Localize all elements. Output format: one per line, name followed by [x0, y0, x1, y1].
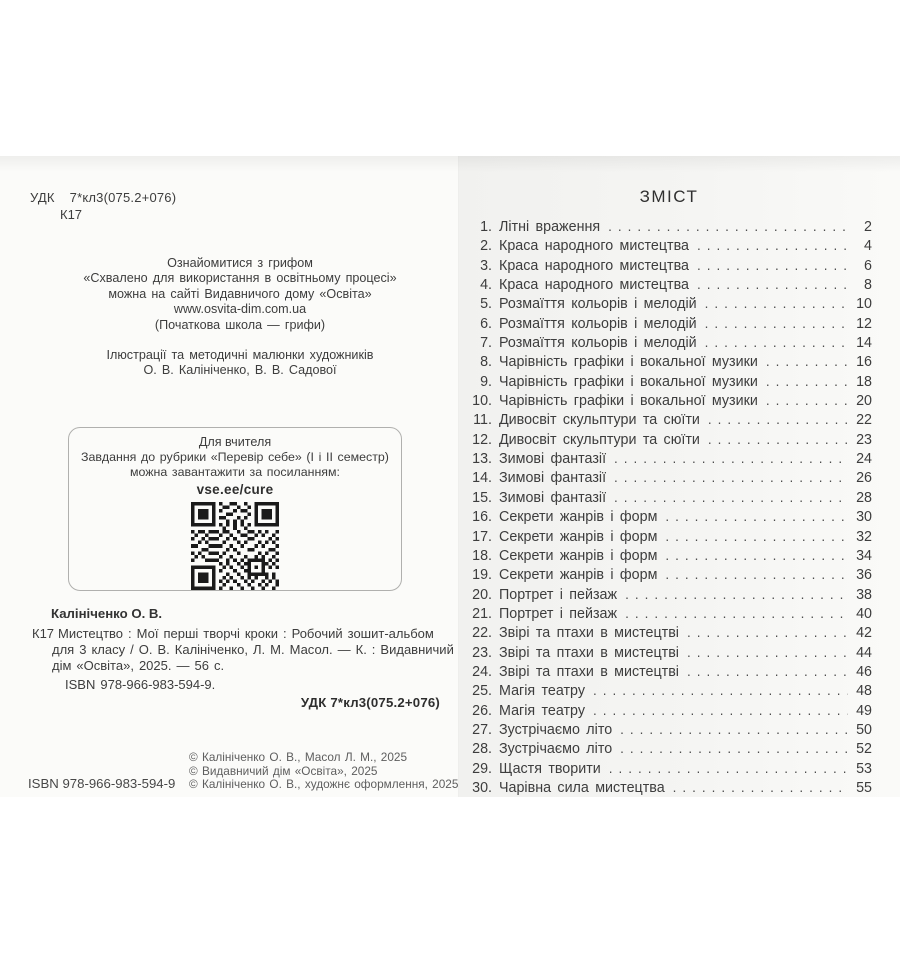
grif-note-line: www.osvita-dim.com.ua: [173, 302, 307, 317]
toc-entry-page: 28: [856, 489, 872, 506]
copyright-line: © Калініченко О. В., Масол Л. М., 2025: [189, 750, 408, 764]
toc-leader-dots: [687, 643, 848, 662]
toc-entry-title: Звірі та птахи в мистецтві: [499, 663, 679, 680]
toc-leader-dots: [608, 217, 848, 236]
toc-leader-dots: [697, 236, 848, 255]
toc-row: [466, 294, 872, 313]
toc-entry-number: 2.: [480, 238, 492, 255]
toc-entry-page: 16: [856, 354, 872, 371]
toc-entry-number: 5.: [480, 296, 492, 313]
download-link-text: vse.ee/cure: [196, 482, 274, 497]
toc-entry-number: 29.: [472, 760, 492, 777]
toc-entry-title: Чарівна сила мистецтва: [499, 779, 665, 796]
toc-row: [466, 701, 872, 720]
toc-entry-page: 50: [856, 721, 872, 738]
toc-row: [466, 604, 872, 623]
copyright-block: [189, 751, 458, 792]
toc-entry-page: 22: [856, 412, 872, 429]
toc-entry-number: 16.: [472, 509, 492, 526]
toc-entry-page: 23: [856, 431, 872, 448]
scanned-spread: [0, 156, 900, 797]
toc-row: [466, 217, 872, 236]
toc-leader-dots: [766, 352, 848, 371]
toc-entry-page: 46: [856, 663, 872, 680]
toc-entry-title: Магія театру: [499, 683, 585, 700]
toc-leader-dots: [625, 585, 848, 604]
toc-row: [466, 585, 872, 604]
toc-entry-page: 14: [856, 335, 872, 352]
toc-row: [466, 449, 872, 468]
toc-entry-title: Зустрічаємо літо: [499, 741, 613, 758]
toc-row: [466, 333, 872, 352]
toc-row: [466, 720, 872, 739]
toc-entry-number: 10.: [472, 393, 492, 410]
toc-row: [466, 430, 872, 449]
toc-leader-dots: [620, 739, 848, 758]
toc-entry-number: 25.: [472, 683, 492, 700]
toc-row: [466, 391, 872, 410]
toc-entry-page: 2: [864, 219, 872, 235]
toc-entry-title: Портрет і пейзаж: [499, 586, 618, 603]
toc-entry-number: 28.: [472, 741, 492, 758]
toc-entry-title: Зимові фантазії: [499, 489, 607, 506]
toc-entry-title: Звірі та птахи в мистецтві: [499, 644, 679, 661]
bib-description-line: Мистецтво : Мої перші творчі кроки : Робочий зошит-альбом: [58, 626, 434, 641]
toc-row: [466, 410, 872, 429]
toc-entry-title: Зимові фантазії: [499, 451, 607, 468]
toc-entry-title: Секрети жанрів і форм: [499, 567, 658, 584]
teacher-box-line: можна завантажити за посиланням:: [130, 464, 340, 479]
toc-entry-page: 48: [856, 683, 872, 700]
toc-leader-dots: [593, 701, 848, 720]
contents-title: ЗМІСТ: [639, 187, 699, 206]
toc-entry-title: Портрет і пейзаж: [499, 605, 618, 622]
toc-entry-title: Краса народного мистецтва: [499, 238, 689, 255]
toc-entry-title: Краса народного мистецтва: [499, 257, 689, 274]
toc-entry-page: 30: [856, 509, 872, 526]
toc-entry-number: 6.: [480, 315, 492, 332]
toc-entry-title: Дивосвіт скульптури та сюїти: [499, 412, 700, 429]
toc-row: [466, 681, 872, 700]
toc-entry-title: Секрети жанрів і форм: [499, 528, 658, 545]
toc-leader-dots: [614, 488, 848, 507]
toc-entry-title: Магія театру: [499, 702, 585, 719]
bib-author-code: К17: [32, 626, 55, 641]
grif-approval-note: [40, 256, 440, 333]
toc-row: [466, 778, 872, 797]
author-heading: Калініченко О. В.: [51, 606, 163, 621]
toc-entry-number: 18.: [472, 547, 492, 564]
toc-entry-number: 3.: [480, 257, 492, 274]
toc-row: [466, 468, 872, 487]
toc-row: [466, 527, 872, 546]
toc-entry-title: Секрети жанрів і форм: [499, 547, 658, 564]
teacher-resources-box: [68, 427, 402, 591]
illustrators-note-line: О. В. Калініченко, В. В. Садової: [143, 363, 337, 378]
toc-entry-title: Чарівність графіки і вокальної музики: [499, 354, 758, 371]
toc-entry-number: 21.: [472, 605, 492, 622]
copyright-line: © Видавничий дім «Освіта», 2025: [189, 763, 378, 778]
toc-entry-number: 7.: [480, 335, 492, 352]
udk-label: УДК: [30, 190, 55, 205]
toc-entry-title: Чарівність графіки і вокальної музики: [499, 373, 758, 390]
toc-entry-number: 30.: [472, 779, 492, 796]
toc-row: [466, 759, 872, 778]
teacher-box-line: Завдання до рубрики «Перевір себе» (І і ІІ семестр): [81, 450, 389, 464]
toc-entry-page: 8: [864, 277, 872, 294]
toc-row: [466, 275, 872, 294]
toc-leader-dots: [614, 449, 848, 468]
toc-entry-title: Літні враження: [499, 219, 601, 235]
toc-row: [466, 488, 872, 507]
toc-entry-page: 4: [864, 238, 872, 255]
toc-row: [466, 546, 872, 565]
toc-row: [466, 256, 872, 275]
toc-entry-number: 9.: [480, 373, 492, 390]
toc-leader-dots: [705, 314, 848, 333]
toc-entry-title: Секрети жанрів і форм: [499, 509, 658, 526]
udk-classification-bottom: УДК 7*кл3(075.2+076): [300, 695, 440, 710]
toc-entry-number: 11.: [473, 412, 492, 429]
toc-leader-dots: [687, 623, 848, 642]
toc-entry-number: 8.: [480, 354, 492, 371]
toc-row: [466, 565, 872, 584]
toc-entry-title: Розмаїття кольорів і мелодій: [499, 315, 697, 332]
toc-entry-number: 15.: [472, 489, 492, 506]
bib-isbn: ISBN 978-966-983-594-9.: [65, 677, 216, 692]
toc-row: [466, 236, 872, 255]
illustrators-note: [40, 348, 440, 379]
page-gutter-divider: [458, 156, 459, 797]
toc-leader-dots: [665, 546, 848, 565]
toc-row: [466, 507, 872, 526]
toc-leader-dots: [673, 778, 848, 797]
toc-entry-page: 24: [856, 451, 872, 468]
toc-entry-number: 20.: [472, 586, 492, 603]
toc-leader-dots: [705, 294, 848, 313]
toc-entry-page: 44: [856, 644, 872, 661]
toc-entry-number: 26.: [472, 702, 492, 719]
udk-classification-top: [30, 190, 176, 205]
grif-note-line: (Початкова школа — грифи): [154, 317, 326, 332]
toc-leader-dots: [766, 372, 848, 391]
toc-entry-number: 1.: [480, 219, 492, 235]
toc-entry-title: Розмаїття кольорів і мелодій: [499, 296, 697, 313]
toc-row: [466, 662, 872, 681]
toc-leader-dots: [687, 662, 848, 681]
toc-entry-page: 34: [856, 547, 872, 564]
toc-entry-title: Щастя творити: [499, 760, 601, 777]
toc-row: [466, 643, 872, 662]
toc-entry-page: 32: [856, 528, 872, 545]
toc-entry-number: 12.: [472, 431, 492, 448]
toc-entry-page: 36: [856, 567, 872, 584]
toc-entry-page: 53: [856, 760, 872, 777]
toc-entry-number: 24.: [472, 663, 492, 680]
toc-entry-number: 22.: [472, 625, 492, 642]
grif-note-line: можна на сайті Видавничого дому «Освіта»: [108, 286, 372, 301]
toc-row: [466, 623, 872, 642]
toc-entry-page: 52: [856, 741, 872, 758]
illustrators-note-line: Ілюстрації та методичні малюнки художників: [106, 348, 374, 362]
toc-entry-title: Розмаїття кольорів і мелодій: [499, 335, 697, 352]
toc-entry-number: 23.: [472, 644, 492, 661]
toc-row: [466, 739, 872, 758]
udk-value: 7*кл3(075.2+076): [69, 190, 177, 205]
qr-code-icon: [69, 502, 401, 590]
toc-row: [466, 372, 872, 391]
toc-leader-dots: [593, 681, 848, 700]
toc-leader-dots: [697, 275, 848, 294]
toc-entry-title: Зустрічаємо літо: [499, 721, 613, 738]
author-sign-code: К17: [60, 207, 83, 222]
toc-entry-title: Краса народного мистецтва: [499, 277, 689, 294]
toc-entry-page: 49: [856, 702, 872, 719]
toc-leader-dots: [697, 256, 848, 275]
toc-leader-dots: [665, 507, 848, 526]
toc-leader-dots: [708, 410, 848, 429]
toc-leader-dots: [766, 391, 848, 410]
toc-entry-page: 55: [856, 779, 872, 796]
toc-entry-number: 4.: [480, 277, 492, 294]
toc-entry-page: 42: [856, 625, 872, 642]
toc-leader-dots: [609, 759, 848, 778]
toc-entry-title: Чарівність графіки і вокальної музики: [499, 393, 758, 410]
toc-entry-page: 26: [856, 470, 872, 487]
toc-leader-dots: [705, 333, 848, 352]
grif-note-line: «Схвалено для використання в освітньому процесі»: [83, 271, 397, 286]
copyright-line: © Калініченко О. В., художнє оформлення, 2025: [189, 777, 459, 791]
toc-entry-number: 17.: [472, 528, 492, 545]
teacher-box-text: [69, 450, 401, 479]
toc-entry-number: 27.: [472, 721, 492, 738]
toc-row: [466, 352, 872, 371]
toc-entry-page: 40: [856, 605, 872, 622]
grif-note-line: Ознайомитися з грифом: [167, 256, 313, 270]
toc-leader-dots: [665, 565, 848, 584]
toc-entry-page: 18: [856, 373, 872, 390]
toc-entry-title: Зимові фантазії: [499, 470, 607, 487]
toc-entry-page: 12: [856, 315, 872, 332]
toc-leader-dots: [620, 720, 848, 739]
toc-entry-number: 14.: [472, 470, 492, 487]
bib-description-line: дім «Освіта», 2025. — 56 с.: [52, 658, 225, 673]
teacher-box-heading: Для вчителя: [198, 435, 272, 449]
toc-entry-title: Дивосвіт скульптури та сюїти: [499, 431, 700, 448]
toc-leader-dots: [625, 604, 848, 623]
toc-entry-page: 38: [856, 586, 872, 603]
toc-leader-dots: [708, 430, 848, 449]
toc-leader-dots: [614, 468, 848, 487]
toc-entry-page: 20: [856, 393, 872, 410]
toc-entry-number: 19.: [472, 567, 492, 584]
toc-leader-dots: [665, 527, 848, 546]
toc-entry-page: 10: [856, 296, 872, 313]
toc-row: [466, 314, 872, 333]
toc-entry-number: 13.: [472, 451, 492, 468]
toc-entry-title: Звірі та птахи в мистецтві: [499, 625, 679, 642]
toc-entry-page: 6: [864, 257, 872, 274]
toc-list: [466, 217, 872, 797]
bib-description-line: для 3 класу / О. В. Калініченко, Л. М. Масол. — К. : Видавничий: [52, 642, 454, 657]
isbn-bottom: ISBN 978-966-983-594-9: [28, 776, 176, 791]
